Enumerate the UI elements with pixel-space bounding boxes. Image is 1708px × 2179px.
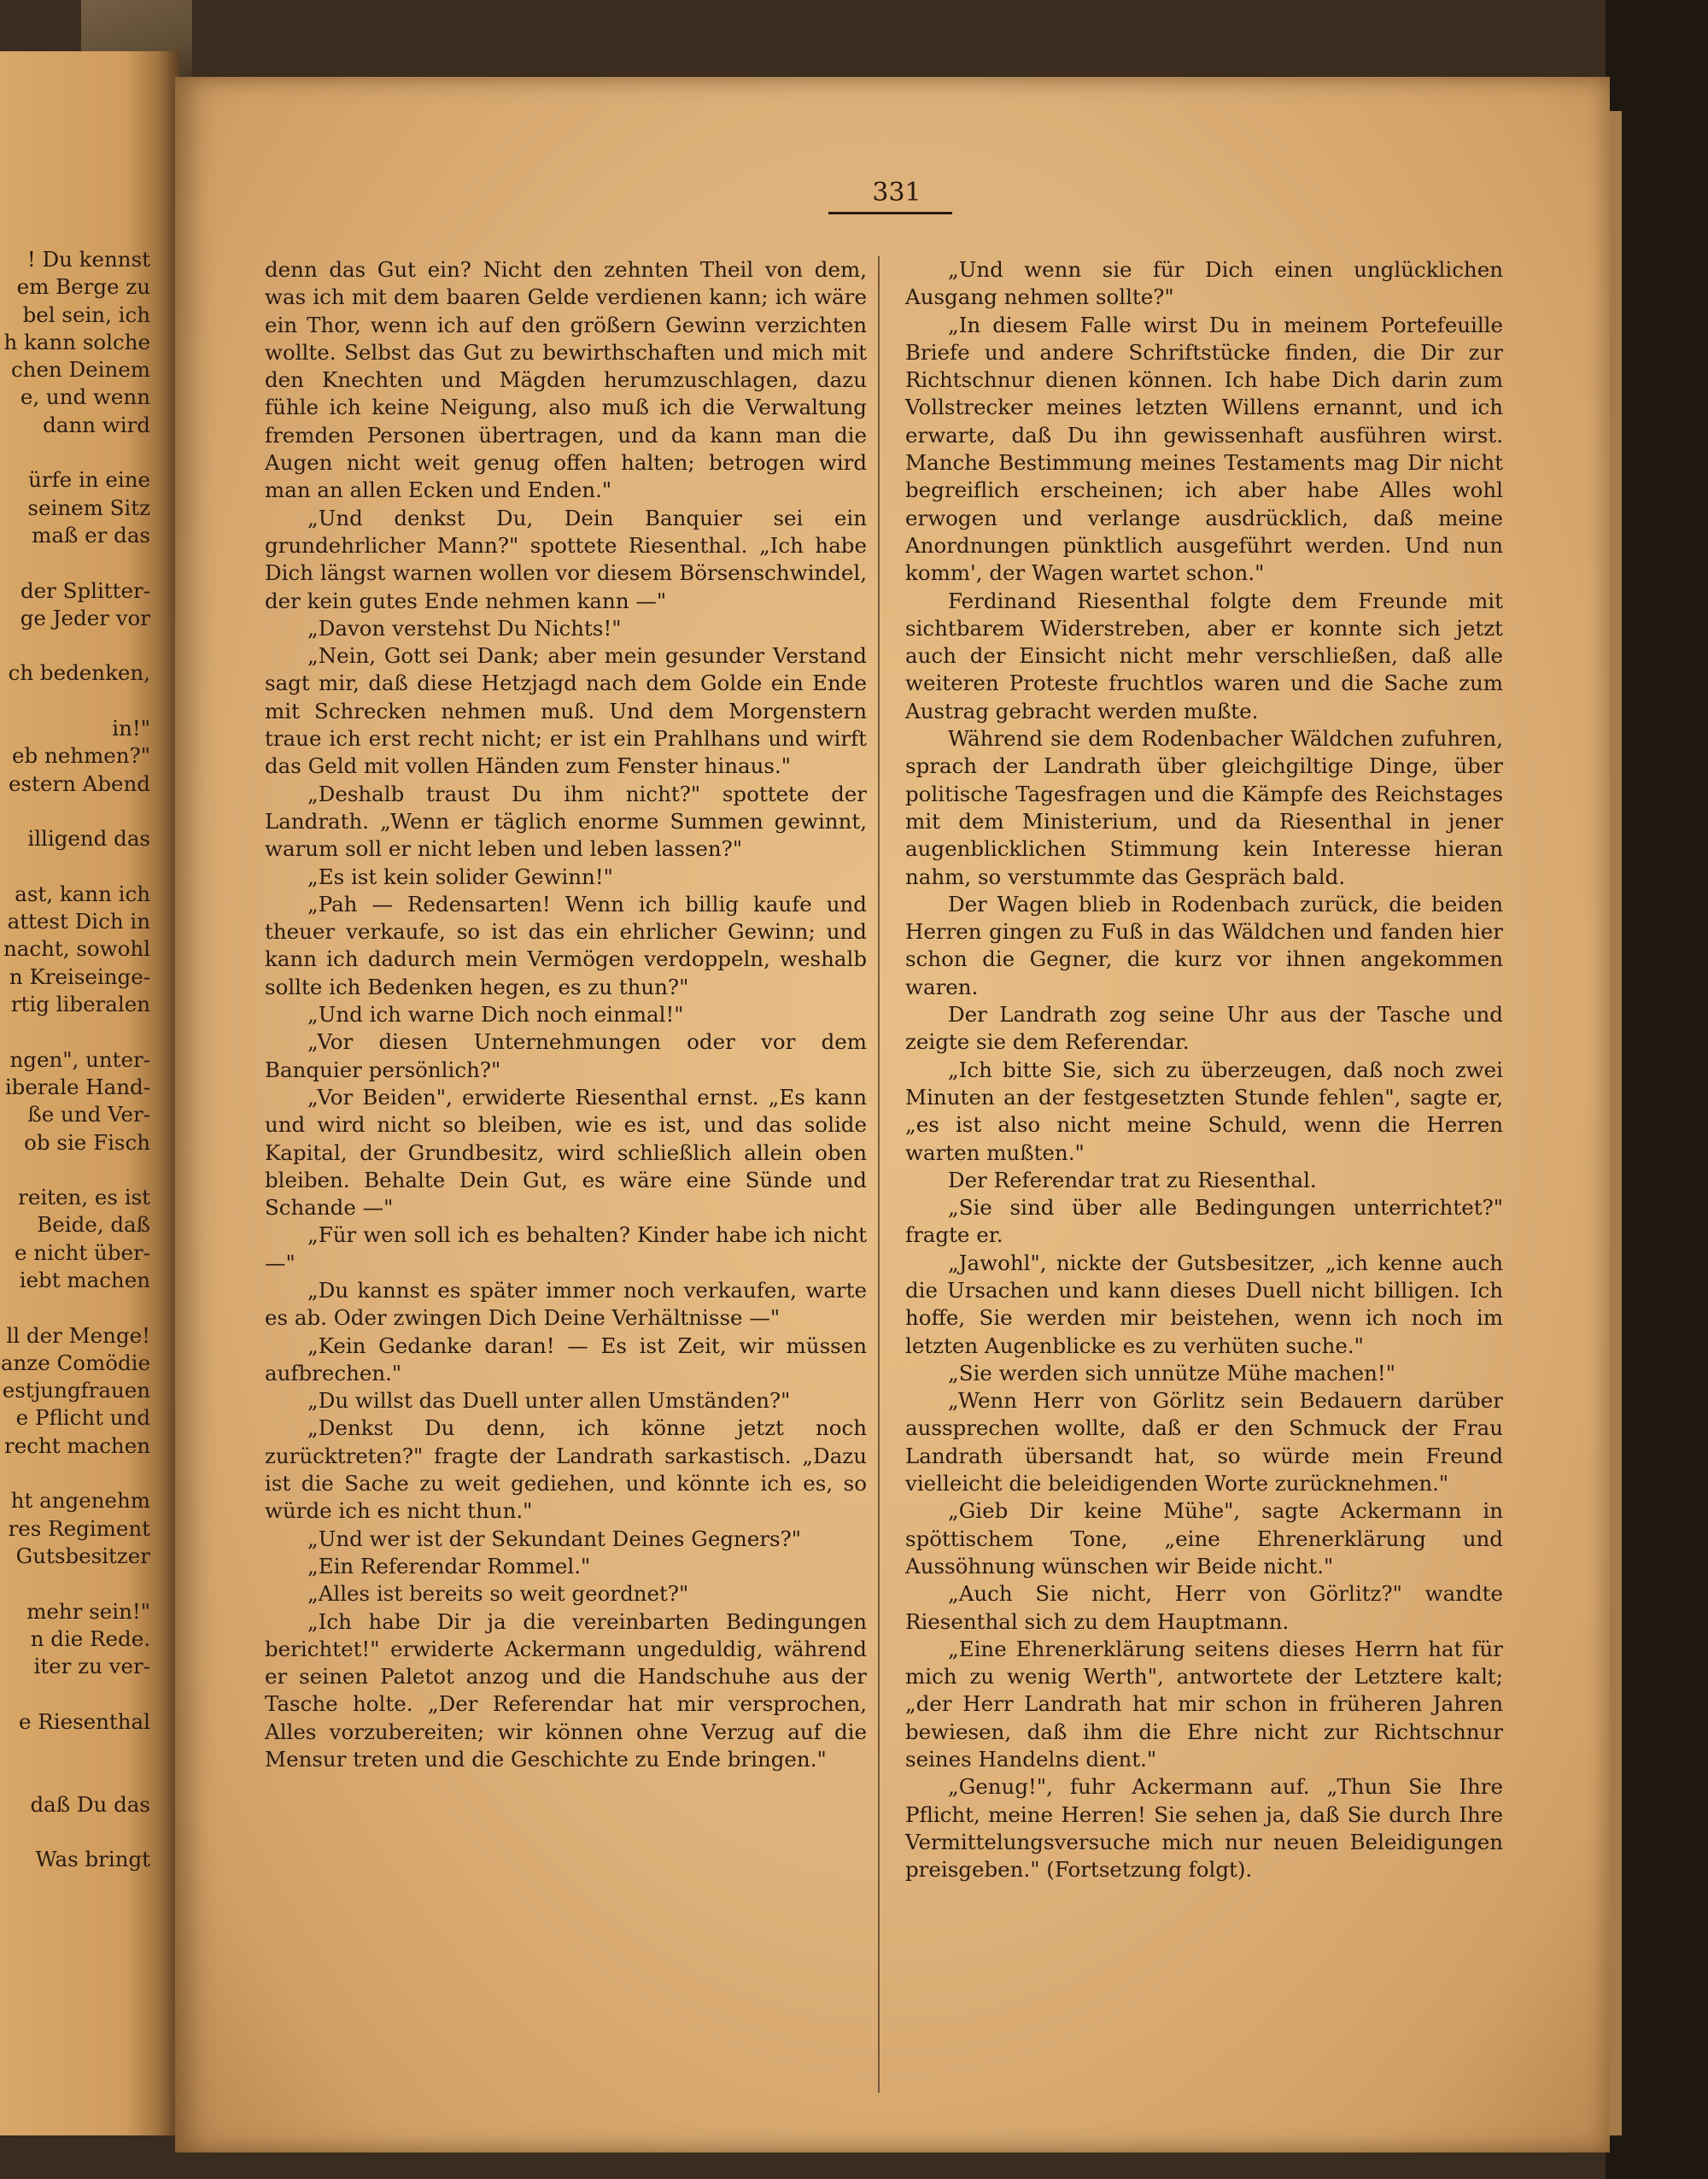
left-page-line: daß Du das (30, 1791, 150, 1817)
left-page-line: iberale Hand- (4, 1074, 150, 1099)
left-page-line: e Riesenthal (19, 1708, 150, 1734)
paragraph: „Gieb Dir keine Mühe", sagte Ackermann in spöttischem Tone, „eine Ehrenerklärung und Aussöhnung wünschen wir Beide nicht." (905, 1498, 1503, 1579)
paragraph: „Es ist kein solider Gewinn!" (307, 864, 613, 889)
left-page-line: e nicht über- (15, 1239, 150, 1265)
left-page-line: bel sein, ich (22, 302, 150, 327)
left-page-line: attest Dich in (7, 909, 150, 934)
paragraph: „Pah — Redensarten! Wenn ich billig kaufe und theuer verkaufe, so ist das ein ehrlicher Gewinn; und kann ich dadurch mein Vermögen verdoppeln, weshalb sollte ich Bedenken hegen, es zu thun?" (265, 891, 867, 999)
left-page-line: e, und wenn (20, 384, 150, 410)
left-page-line: ! Du kennst (26, 247, 150, 272)
paragraph: „Genug!", fuhr Ackermann auf. „Thun Sie Ihre Pflicht, meine Herren! Sie sehen ja, daß Sie durch Ihre Vermittelungsversuche mich nur neuen Beleidigungen preisgeben." (Fortsetzung folgt). (905, 1774, 1503, 1883)
left-page-line (0, 1460, 150, 1487)
paragraph: „Ein Referendar Rommel." (307, 1553, 591, 1579)
left-page-line: reiten, es ist (18, 1185, 150, 1210)
left-page-line: estjungfrauen (2, 1378, 150, 1403)
paragraph: „Wenn Herr von Görlitz sein Bedauern darüber aussprechen wollte, daß er den Schmuck der Frau Landrath übersandt hat, so würde mein Freund vielleicht die beleidigenden Worte zurücknehmen." (905, 1388, 1503, 1497)
paragraph: „Denkst Du denn, ich könne jetzt noch zurücktreten?" fragte der Landrath sarkastisch. „Dazu ist die Sache zu weit gediehen, und könnte ich es, so würde ich es nicht thun." (265, 1415, 867, 1524)
left-page-line: rtig liberalen (10, 992, 150, 1017)
left-page-line (0, 1570, 150, 1597)
left-page-line: ll der Menge! (6, 1322, 150, 1348)
left-page-line: ch bedenken, (8, 660, 150, 686)
paragraph: „Kein Gedanke daran! — Es ist Zeit, wir müssen aufbrechen." (265, 1333, 867, 1385)
page-number-rule (828, 212, 952, 214)
left-page-line: eb nehmen?" (12, 743, 150, 769)
left-page-line: estern Abend (8, 770, 150, 796)
paragraph: „Du kannst es später immer noch verkaufen, warte es ab. Oder zwingen Dich Deine Verhältnisse —" (265, 1277, 867, 1331)
paragraph: „Davon verstehst Du Nichts!" (307, 615, 622, 641)
left-page-line (0, 1736, 150, 1763)
column-divider (878, 256, 880, 2093)
paragraph: „Auch Sie nicht, Herr von Görlitz?" wandte Riesenthal sich zu dem Hauptmann. (905, 1581, 1503, 1634)
left-page-line (0, 798, 150, 825)
paragraph: „Sie sind über alle Bedingungen unterrichtet?" fragte er. (905, 1195, 1503, 1248)
right-page (175, 77, 1610, 2153)
left-page-line (0, 632, 150, 659)
left-page-line: maß er das (32, 522, 150, 548)
left-page-line: illigend das (27, 826, 150, 852)
left-page-line: h kann solche (3, 329, 150, 354)
left-page-line: ürfe in eine (28, 467, 150, 493)
left-page-text (0, 246, 150, 1874)
paragraph: „Und denkst Du, Dein Banquier sei ein grundehrlicher Mann?" spottete Riesenthal. „Ich habe Dich längst warnen wollen vor diesem Börsenschwindel, der kein gutes Ende nehmen kann —" (265, 505, 867, 613)
text-column-right (905, 256, 1503, 1884)
left-page-line: chen Deinem (10, 357, 150, 383)
left-page-line (0, 1018, 150, 1046)
left-page-line: em Berge zu (16, 274, 150, 300)
page-number: 331 (872, 178, 921, 208)
paragraph: „Alles ist bereits so weit geordnet?" (307, 1581, 689, 1607)
left-page-line (0, 1819, 150, 1846)
left-page-line: ast, kann ich (15, 881, 150, 906)
paragraph: „Du willst das Duell unter allen Umständen?" (307, 1388, 791, 1414)
paragraph: Ferdinand Riesenthal folgte dem Freunde mit sichtbarem Widerstreben, aber er konnte sich jetzt auch der Einsicht nicht mehr verschließen, daß alle weiteren Proteste fruchtlos waren und die Sache zum Austrag gebracht werden mußte. (905, 588, 1503, 723)
left-page-line (0, 1157, 150, 1184)
left-page-line: mehr sein!" (26, 1598, 150, 1624)
paragraph: „Vor diesen Unternehmungen oder vor dem Banquier persönlich?" (265, 1029, 867, 1082)
paragraph: „Für wen soll ich es behalten? Kinder habe ich nicht —" (265, 1222, 867, 1275)
left-page-line: Was bringt (35, 1847, 150, 1872)
text-column-left (265, 256, 867, 1773)
left-page-line (0, 1763, 150, 1790)
left-page-line: Gutsbesitzer (15, 1543, 150, 1568)
left-page-line: nacht, sowohl (3, 936, 150, 962)
paragraph: „Ich bitte Sie, sich zu überzeugen, daß noch zwei Minuten an der festgesetzten Stunde fehlen", sagte er, „es ist also nicht meine Schuld, wenn die Herren warten mußten." (905, 1057, 1503, 1165)
left-page-line: ge Jeder vor (20, 605, 150, 630)
left-page-line: e Pflicht und (15, 1405, 150, 1431)
paragraph: „Und wenn sie für Dich einen unglücklichen Ausgang nehmen sollte?" (905, 257, 1503, 310)
paragraph: „Und ich warne Dich noch einmal!" (307, 1002, 684, 1028)
paragraph: „In diesem Falle wirst Du in meinem Portefeuille Briefe und andere Schriftstücke finden, die Dir zur Richtschnur dienen können. Ich habe Dich darin zum Vollstrecker meines letzten Willens ernannt, und ich erwarte, daß Du ihn gewissenhaft ausführen wirst. Manche Bestimmung meines Testaments mag Dir nicht begreiflich erscheinen; ich aber habe Alles wohl erwogen und verlange ausdrücklich, daß meine Anordnungen pünktlich ausgeführt werden. Und nun komm', der Wagen wartet schon." (905, 312, 1503, 586)
left-page-line: seinem Sitz (27, 495, 150, 520)
left-page-line: n die Rede. (30, 1625, 150, 1651)
left-page-line: Beide, daß (37, 1212, 150, 1238)
left-page-line (0, 549, 150, 577)
left-page-line: ob sie Fisch (24, 1129, 150, 1155)
left-page-line: ngen", unter- (9, 1046, 150, 1072)
left-page-line (0, 439, 150, 466)
paragraph: „Eine Ehrenerklärung seitens dieses Herrn hat für mich zu wenig Werth", antwortete der Letztere kalt; „der Herr Landrath hat mir schon in früheren Jahren bewiesen, daß ihm die Ehre nicht zur Richtschnur seines Handelns dient." (905, 1636, 1503, 1772)
left-page-line (0, 1680, 150, 1707)
paragraph: Der Referendar trat zu Riesenthal. (948, 1167, 1317, 1192)
page-edge (1610, 111, 1622, 2135)
left-page-line: recht machen (4, 1432, 150, 1458)
paragraph: „Und wer ist der Sekundant Deines Gegners?" (307, 1526, 802, 1551)
left-page-line: der Splitter- (20, 577, 150, 603)
left-page-line: anze Comödie (0, 1350, 150, 1375)
left-page-line (0, 1294, 150, 1321)
left-page-fragment (0, 51, 179, 2135)
left-page-line: in!" (112, 716, 150, 741)
paragraph: Der Wagen blieb in Rodenbach zurück, die beiden Herren gingen zu Fuß in das Wäldchen und fanden hier schon die Gegner, die kurz vor ihnen angekommen waren. (905, 891, 1503, 999)
left-page-line: ht angenehm (10, 1488, 150, 1514)
paragraph: Während sie dem Rodenbacher Wäldchen zufuhren, sprach der Landrath über gleichgiltige Dinge, über politische Tagesfragen und die Kämpfe des Reichstages mit dem Ministerium, und da Riesenthal in jener augenblicklichen Stimmung kein Interesse hieran nahm, so verstummte das Gespräch bald. (905, 726, 1503, 889)
paragraph: „Sie werden sich unnütze Mühe machen!" (948, 1360, 1396, 1385)
paragraph: „Deshalb traust Du ihm nicht?" spottete der Landrath. „Wenn er täglich enorme Summen gewinnt, warum soll er nicht leben und leben lassen?" (265, 781, 867, 862)
paragraph: „Vor Beiden", erwiderte Riesenthal ernst. „Es kann und wird nicht so bleiben, wie es ist, und das solide Kapital, der Grundbesitz, wird schließlich allein oben bleiben. Behalte Dein Gut, es wäre eine Sünde und Schande —" (265, 1084, 867, 1221)
paragraph: „Nein, Gott sei Dank; aber mein gesunder Verstand sagt mir, daß diese Hetzjagd nach dem Golde ein Ende mit Schrecken nehmen muß. Und dem Morgenstern traue ich erst recht nicht; er ist ein Prahlhans und wirft das Geld mit vollen Händen zum Fenster hinaus." (265, 643, 867, 779)
paragraph: Der Landrath zog seine Uhr aus der Tasche und zeigte sie dem Referendar. (905, 1002, 1503, 1055)
left-page-line (0, 688, 150, 715)
paragraph: „Jawohl", nickte der Gutsbesitzer, „ich kenne auch die Ursachen und kann dieses Duell nicht billigen. Ich hoffe, Sie werden mir beistehen, wenn ich noch im letzten Augenblicke es zu verhüten suche." (905, 1250, 1503, 1358)
left-page-line: iter zu ver- (33, 1654, 150, 1679)
left-page-line: res Regiment (8, 1515, 150, 1541)
paragraph: „Ich habe Dir ja die vereinbarten Bedingungen berichtet!" erwiderte Ackermann ungeduldig, während er seinen Paletot anzog und die Handschuhe aus der Tasche holte. „Der Referendar hat mir versprochen, Alles vorzubereiten; wir können ohne Verzug auf die Mensur treten und die Geschichte zu Ende bringen." (265, 1608, 867, 1772)
left-page-line: dann wird (43, 412, 150, 437)
left-page-line: ße und Ver- (27, 1102, 150, 1128)
left-page-line: iebt machen (19, 1267, 150, 1292)
paragraph: denn das Gut ein? Nicht den zehnten Theil von dem, was ich mit dem baaren Gelde verdienen kann; ich wäre ein Thor, wenn ich auf den größern Gewinn verzichten wollte. Selbst das Gut zu bewirthschaften und mich mit den Knechten und Mägden herumzuschlagen, dazu fühle ich keine Neigung, also muß ich die Verwaltung fremden Personen übertragen, und da kann man die Augen nicht weit genug offen halten; betrogen wird man an allen Ecken und Enden." (265, 257, 867, 503)
left-page-line: n Kreiseinge- (9, 964, 150, 989)
left-page-line (0, 853, 150, 881)
